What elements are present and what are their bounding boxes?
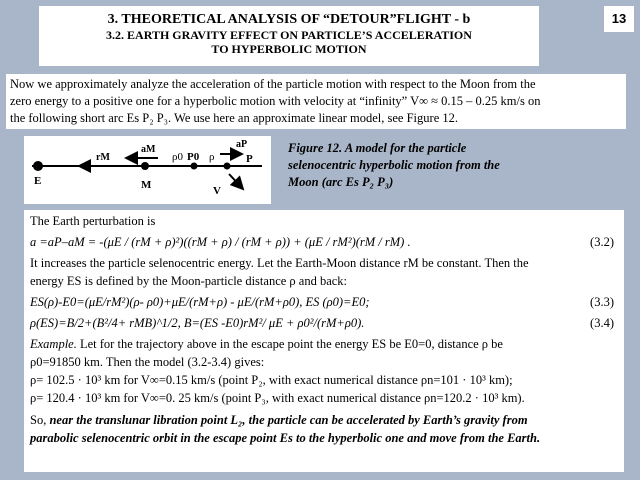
slide-number: 13	[604, 6, 634, 32]
conclusion-prefix: So,	[30, 413, 50, 427]
conclusion-text: near the translunar libration point L₂, the particle can be accelerated by Earth’s gravity from	[49, 413, 528, 427]
label-rho0: ρ0	[172, 151, 183, 163]
intro-line-2: zero energy to a positive one for a hyperbolic motion with velocity at “infinity” V∞ ≈ 0.15 – 0.25 km/s on	[10, 94, 541, 108]
label-p0: P0	[187, 151, 200, 163]
figure-12-diagram	[24, 136, 271, 204]
result-line-2: ρ= 120.4 · 10³ km for V∞=0. 25 km/s (point P₃, with exact numerical distance ρn=120.2 · 10³ km).	[30, 391, 525, 405]
label-ap: aP	[236, 139, 248, 150]
equation-3-2-text: a =aP–aM = -(μE / (rM + ρ)²)((rM + ρ) / (rM + ρ)) + (μE / rM²)(rM / rM) .	[30, 235, 411, 249]
caption-line-1: Figure 12. A model for the particle	[288, 141, 467, 155]
caption-line-3: Moon (arc Es P₂ P₃)	[288, 175, 394, 189]
caption-line-2: selenocentric hyperbolic motion from the	[288, 158, 500, 172]
perturbation-intro: The Earth perturbation is	[30, 214, 156, 228]
diagram-svg	[24, 136, 271, 204]
equation-3-2-number: (3.2)	[590, 235, 614, 249]
slide-title: 3. THEORETICAL ANALYSIS OF “DETOUR”FLIGHT - b	[107, 12, 471, 27]
equation-3-4-number: (3.4)	[590, 316, 614, 330]
slide-subtitle-line1: 3.2. EARTH GRAVITY EFFECT ON PARTICLE’S ACCELERATION	[106, 28, 472, 42]
conclusion-line-2: parabolic selenocentric orbit in the escape point Es to the hyperbolic one and move from the Earth.	[30, 431, 541, 445]
label-m: M	[141, 179, 152, 191]
intro-text-box	[6, 74, 626, 129]
moon-point	[141, 162, 149, 170]
intro-line-3: the following short arc Es P₂ P₃. We use here an approximate linear model, see Figure 12.	[10, 111, 458, 125]
example-line-1	[30, 336, 618, 352]
equation-3-3-number: (3.3)	[590, 295, 614, 309]
slide-title-box	[39, 6, 539, 66]
label-e: E	[34, 175, 42, 187]
equation-3-4-text: ρ(ES)=B/2+(B²/4+ rMB)^1/2, B=(ES -E0)rM²/ μE + ρ0²/(rM+ρ0).	[30, 316, 365, 330]
intro-line-1: Now we approximately analyze the acceleration of the particle motion with respect to the Moon from the	[10, 77, 536, 91]
label-rm: rM	[96, 152, 110, 163]
p-point	[224, 163, 231, 170]
paragraph-1-line-2: energy ES is defined by the Moon-particle distance ρ and back:	[30, 274, 348, 288]
main-content-box	[24, 210, 624, 472]
equation-3-3	[30, 294, 618, 310]
slide-subtitle-line2: TO HYPERBOLIC MOTION	[211, 42, 367, 56]
figure-caption	[288, 140, 624, 191]
label-v: V	[213, 185, 221, 197]
result-line-1: ρ= 102.5 · 10³ km for V∞=0.15 km/s (point P₂, with exact numerical distance ρn=101 · 10³ km);	[30, 373, 513, 387]
equation-3-4	[30, 315, 618, 331]
paragraph-1-line-1: It increases the particle selenocentric energy. Let the Earth-Moon distance rM be constant. Then the	[30, 256, 529, 270]
equation-3-2	[30, 234, 618, 250]
label-p: P	[246, 153, 253, 165]
label-am: aM	[141, 144, 156, 155]
velocity-arrow	[229, 174, 243, 189]
example-line-2: ρ0=91850 km. Then the model (3.2-3.4) gives:	[30, 355, 265, 369]
p0-point	[191, 163, 198, 170]
label-rho: ρ	[209, 151, 215, 163]
example-text: Let for the trajectory above in the escape point the energy ES be E0=0, distance ρ be	[76, 337, 503, 351]
earth-point	[33, 161, 43, 171]
equation-3-3-text: ES(ρ)-E0=(μE/rM²)(ρ- ρ0)+μE/(rM+ρ) - μE/(rM+ρ0), ES (ρ0)=E0;	[30, 295, 370, 309]
conclusion-line-1	[30, 412, 618, 428]
example-label: Example.	[30, 337, 77, 351]
